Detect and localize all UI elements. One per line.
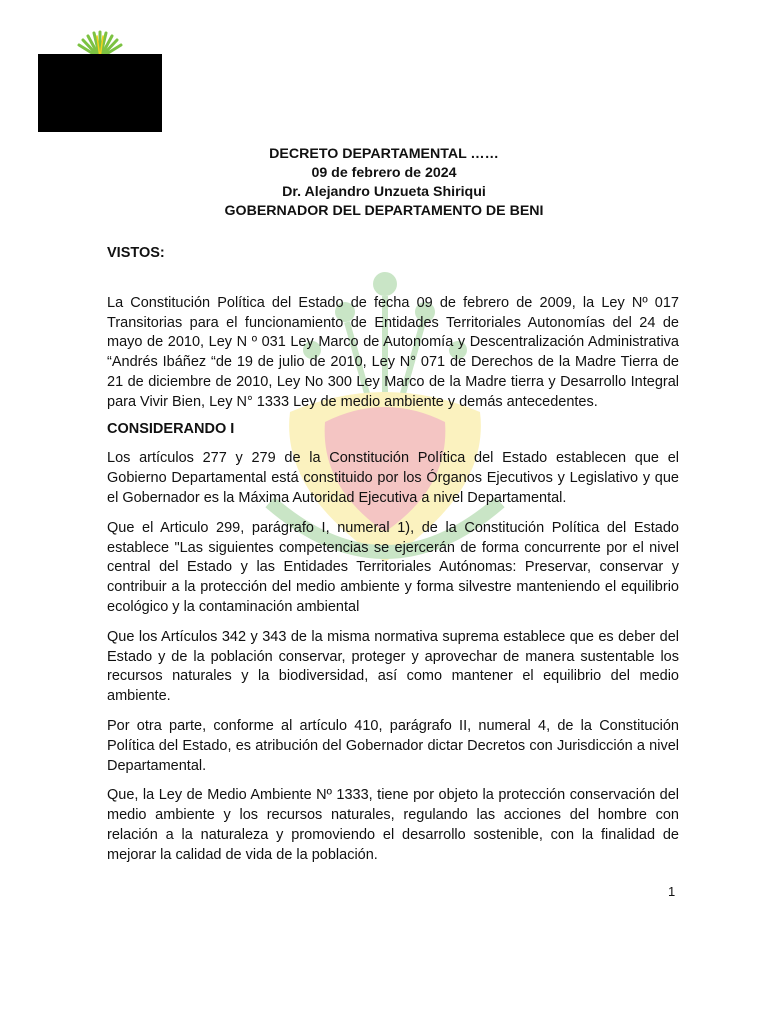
governor-title: GOBERNADOR DEL DEPARTAMENTO DE BENI: [224, 203, 544, 219]
decree-title: DECRETO DEPARTAMENTAL ……: [269, 146, 499, 162]
document-header: [0, 145, 768, 221]
paragraph-1: Los artículos 277 y 279 de la Constitución Política del Estado establecen que el Gobierno Departamental está constituido por los Órganos Ejecutivos y Legislativo y que el Gobernador es la Máxima Autoridad Ejecutiva a nivel Departamental.: [107, 450, 679, 506]
paragraph-5: Que, la Ley de Medio Ambiente Nº 1333, tiene por objeto la protección conservación del medio ambiente y los recursos naturales, regulando las acciones del hombre con relación a la naturaleza y promoviendo el desarrollo sostenible, con la finalidad de mejorar la calidad de vida de la población.: [107, 787, 679, 863]
page-number: 1: [668, 884, 676, 899]
header-logo: [38, 28, 162, 134]
paragraph-3: Que los Artículos 342 y 343 de la misma normativa suprema establece que es deber del Estado y de la población conservar, proteger y aprovechar de manera sustentable los recursos naturales y la biodiversidad, así como mantener el equilibrio del medio ambiente.: [107, 628, 679, 705]
logo-black-block: [38, 54, 162, 132]
document-body: [107, 244, 679, 866]
vistos-paragraph: La Constitución Política del Estado de fecha 09 de febrero de 2009, la Ley Nº 017 Transitorias para el funcionamiento de Entidades Territoriales Autonomías del 24 de mayo de 2010, Ley N º 031 Ley Marco de Autonomía y Descentralización Administrativa “Andrés Ibáñez “de 19 de julio de 2010, Ley N° 071 de Derechos de la Madre Tierra de 21 de diciembre de 2010, Ley No 300 Ley Marco de la Madre tierra y Desarrollo Integral para Vivir Bien, Ley N° 1333 Ley de medio ambiente y demás antecedentes.: [107, 294, 679, 410]
decree-date: 09 de febrero de 2024: [311, 165, 457, 181]
considerando-heading: CONSIDERANDO I: [107, 420, 235, 437]
vistos-heading: VISTOS:: [107, 245, 165, 261]
governor-name: Dr. Alejandro Unzueta Shiriqui: [282, 184, 486, 200]
paragraph-2: Que el Articulo 299, parágrafo I, numeral 1), de la Constitución Política del Estado establece "Las siguientes competencias se ejercerán de forma concurrente por el nivel central del Estado y las Entidades Territoriales Autónomas: Preservar, conservar y contribuir a la protección del medio ambiente y forma silvestre manteniendo el equilibrio ecológico y la contaminación ambiental: [107, 519, 679, 615]
paragraph-4: Por otra parte, conforme al artículo 410, parágrafo II, numeral 4, de la Constitución Política del Estado, es atribución del Gobernador dictar Decretos con Jurisdicción a nivel Departamental.: [107, 717, 679, 774]
